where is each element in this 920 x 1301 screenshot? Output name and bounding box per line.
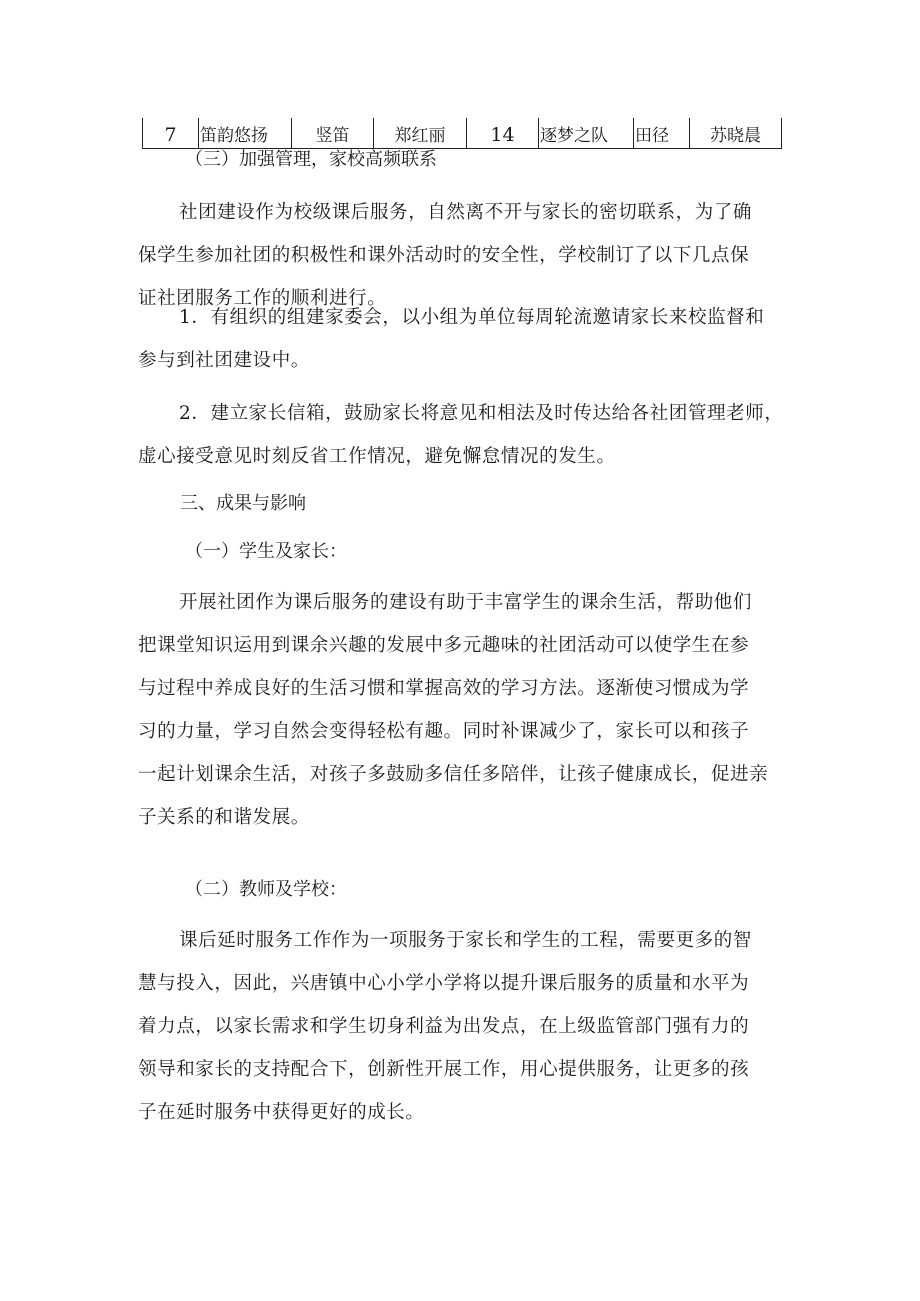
club-name-right: 逐梦之队 bbox=[539, 118, 634, 149]
text-line: 慧与投入，因此，兴唐镇中心小学小学将以提升课后服务的质量和水平为 bbox=[138, 973, 750, 994]
section-heading-home-school: （三）加强管理，家校高频联系 bbox=[185, 149, 437, 170]
club-name-left: 笛韵悠扬 bbox=[199, 118, 292, 149]
part-heading-results: 三、成果与影响 bbox=[180, 493, 306, 514]
club-teacher-right: 苏晓晨 bbox=[690, 118, 782, 149]
club-teacher-left: 郑红丽 bbox=[374, 118, 467, 149]
text-line: 参与到社团建设中。 bbox=[138, 350, 310, 371]
text-line: 虚心接受意见时刻反省工作情况，避免懈怠情况的发生。 bbox=[138, 446, 616, 467]
section-heading-teachers-school: （二）教师及学校： bbox=[185, 879, 347, 900]
text-line: 子在延时服务中获得更好的成长。 bbox=[138, 1102, 425, 1123]
club-type-left: 竖笛 bbox=[292, 118, 374, 149]
text-line: 着力点，以家长需求和学生切身利益为出发点，在上级监管部门强有力的 bbox=[138, 1016, 750, 1037]
text-line: 与过程中养成良好的生活习惯和掌握高效的学习方法。逐渐使习惯成为学 bbox=[138, 678, 750, 699]
club-type-right: 田径 bbox=[634, 118, 690, 149]
table-row bbox=[143, 118, 782, 149]
paragraph-item-1 bbox=[138, 296, 794, 382]
text-line: 保学生参加社团的积极性和课外活动时的安全性，学校制订了以下几点保 bbox=[138, 245, 750, 266]
text-line: 1．有组织的组建家委会，以小组为单位每周轮流邀请家长来校监督和 bbox=[179, 307, 765, 328]
text-line: 子关系的和谐发展。 bbox=[138, 807, 310, 828]
club-table bbox=[142, 118, 782, 149]
text-line: 2．建立家长信箱，鼓励家长将意见和相法及时传达给各社团管理老师， bbox=[179, 403, 784, 424]
text-line: 领导和家长的支持配合下，创新性开展工作，用心提供服务，让更多的孩 bbox=[138, 1059, 750, 1080]
text-line: 一起计划课余生活，对孩子多鼓励多信任多陪伴，让孩子健康成长，促进亲 bbox=[138, 764, 769, 785]
text-line: 开展社团作为课后服务的建设有助于丰富学生的课余生活，帮助他们 bbox=[179, 592, 753, 613]
text-line: 把课堂知识运用到课余兴趣的发展中多元趣味的社团活动可以使学生在参 bbox=[138, 635, 750, 656]
text-line: 习的力量，学习自然会变得轻松有趣。同时补课减少了，家长可以和孩子 bbox=[138, 721, 750, 742]
text-line: 社团建设作为校级课后服务，自然离不开与家长的密切联系，为了确 bbox=[179, 202, 753, 223]
text-line: 课后延时服务工作作为一项服务于家长和学生的工程，需要更多的智 bbox=[179, 930, 753, 951]
text-line: 证社团服务工作的顺利进行。 bbox=[138, 288, 387, 309]
club-index-right: 14 bbox=[467, 118, 539, 149]
section-heading-students-parents: （一）学生及家长： bbox=[185, 541, 347, 562]
paragraph-teachers-school bbox=[138, 919, 794, 1134]
paragraph-item-2 bbox=[138, 392, 794, 478]
club-index-left: 7 bbox=[143, 118, 199, 149]
paragraph-students-parents bbox=[138, 581, 794, 839]
